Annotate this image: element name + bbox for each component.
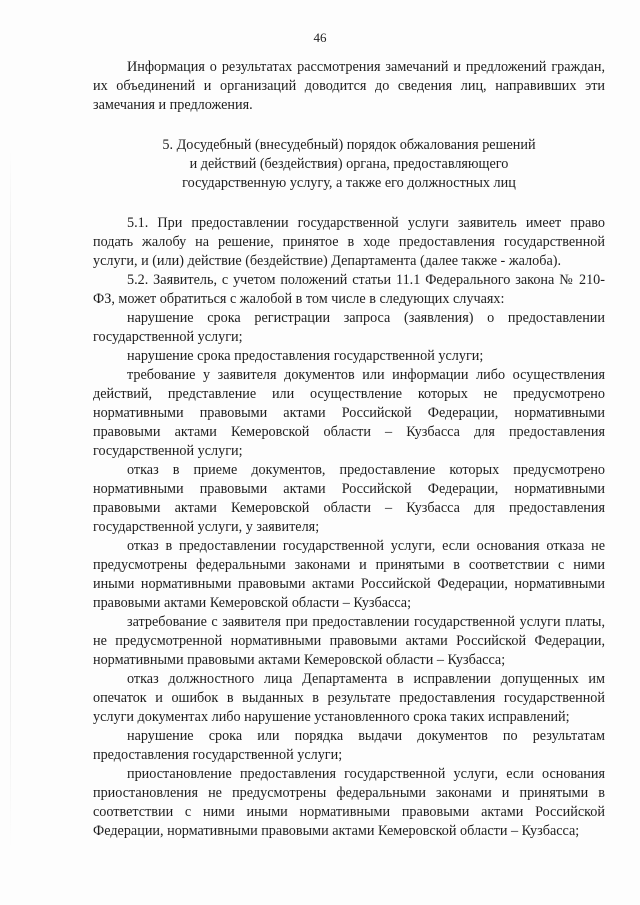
list-item: нарушение срока или порядка выдачи документов по результатам предоставления государственной услуги; xyxy=(93,728,605,763)
list-item: требование у заявителя документов или информации либо осуществления действий, представление или осуществление которых не предусмотрено нормативными правовыми актами Российской Федерации, нормативными правовыми актами Кемеровской области – Кузбасса для предоставления государственной услуги; xyxy=(93,367,605,459)
list-item: затребование с заявителя при предоставлении государственной услуги платы, не предусмотренной нормативными правовыми актами Российской Федерации, нормативными правовыми актами Кемеровской области – Кузбасса; xyxy=(93,614,605,668)
section-title xyxy=(93,136,605,193)
paragraph-5-1: 5.1. При предоставлении государственной услуги заявитель имеет право подать жалобу на решение, принятое в ходе предоставления государственной услуги, и (или) действие (бездействие) Департамента (далее также - жалоба). xyxy=(93,215,605,269)
section-title-line: государственную услугу, а также его должностных лиц xyxy=(182,175,516,191)
list-item: нарушение срока предоставления государственной услуги; xyxy=(127,348,484,364)
list-item: отказ в приеме документов, предоставление которых предусмотрено нормативными правовыми актами Российской Федерации, нормативными правовыми актами Кемеровской области – Кузбасса для предоставления государственной услуги, у заявителя; xyxy=(93,462,605,535)
section-title-line: и действий (бездействия) органа, предоставляющего xyxy=(189,156,509,172)
section-title-line: 5. Досудебный (внесудебный) порядок обжалования решений xyxy=(162,137,536,153)
scan-edge-shadow xyxy=(10,150,11,850)
list-item: нарушение срока регистрации запроса (заявления) о предоставлении государственной услуги; xyxy=(93,310,605,345)
paragraph-5-2: 5.2. Заявитель, с учетом положений статьи 11.1 Федерального закона № 210-ФЗ, может обратиться с жалобой в том числе в следующих случаях: xyxy=(93,272,605,307)
list-item: отказ должностного лица Департамента в исправлении допущенных им опечаток и ошибок в выданных в результате предоставления государственной услуги документах либо нарушение установленного срока таких исправлений; xyxy=(93,671,605,725)
document-body xyxy=(93,58,605,841)
page-number: 46 xyxy=(313,30,327,45)
intro-paragraph: Информация о результатах рассмотрения замечаний и предложений граждан, их объединений и организаций доводится до сведения лиц, направивших эти замечания и предложения. xyxy=(93,59,605,113)
list-item: отказ в предоставлении государственной услуги, если основания отказа не предусмотрены федеральными законами и принятыми в соответствии с ними иными нормативными правовыми актами Российской Федерации, нормативными правовыми актами Кемеровской области – Кузбасса; xyxy=(93,538,605,611)
list-item: приостановление предоставления государственной услуги, если основания приостановления не предусмотрены федеральными законами и принятыми в соответствии с ними иными нормативными правовыми актами Российской Федерации, нормативными правовыми актами Кемеровской области – Кузбасса; xyxy=(93,766,605,839)
